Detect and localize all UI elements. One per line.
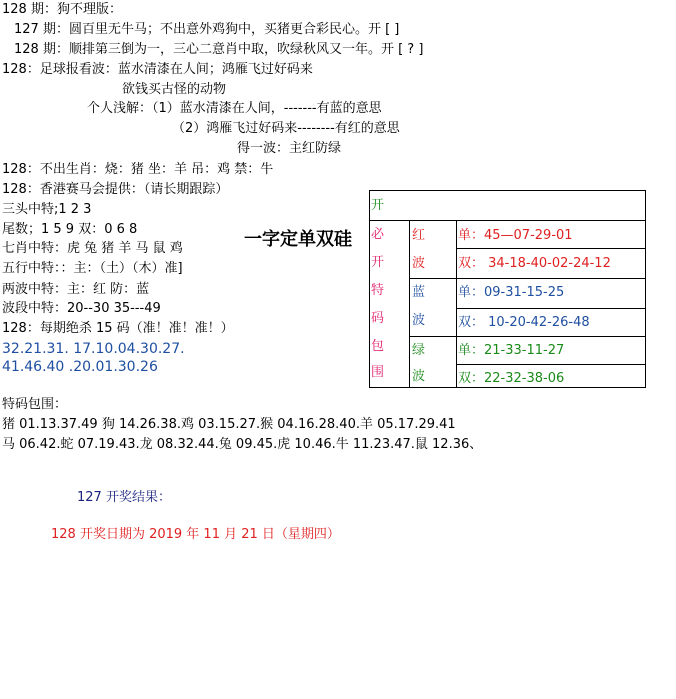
blue-odd-numbers: 单：09-31-15-25: [458, 285, 565, 300]
wave-table: [369, 190, 646, 388]
result-127-label: 127 开奖结果：: [77, 490, 171, 505]
left-col-2: 开: [371, 255, 385, 270]
left-col-3: 特: [371, 283, 385, 298]
special-code-title: 特码包围：: [2, 397, 68, 412]
special-code-row-2: 马 06.42.蛇 07.19.43.龙 08.32.44.兔 09.45.虎 10.46.牛 11.23.47.鼠 12.36、: [2, 437, 483, 452]
animal-hint: 欲钱买古怪的动物: [122, 82, 227, 97]
blue-even-numbers: 双： 10-20-42-26-48: [458, 315, 590, 330]
three-heads: 三头中特;1 2 3: [2, 202, 92, 217]
five-elements: 五行中特：：主：（土）（木）准]: [2, 261, 183, 276]
racecourse-note: 128：香港赛马会提供：（请长期跟踪）: [2, 182, 229, 197]
table-divider: [456, 308, 645, 309]
red-odd-numbers: 单：45—07-29-01: [458, 228, 573, 243]
tail-numbers: 尾数；1 5 9 双：0 6 8: [2, 222, 138, 237]
table-divider: [456, 364, 645, 365]
table-kai: 开: [371, 198, 385, 213]
left-col-1: 必: [371, 227, 385, 242]
green-wave-label-2: 波: [412, 369, 426, 384]
red-even-numbers: 双： 34-18-40-02-24-12: [458, 256, 611, 271]
issue-title: 128 期：狗不理版：: [2, 2, 122, 17]
red-wave-label-1: 红: [412, 228, 426, 243]
red-wave-label-2: 波: [412, 256, 426, 271]
seven-zodiac: 七肖中特：虎 兔 猪 羊 马 鼠 鸡: [2, 241, 183, 256]
big-title: 一字定单双硅: [244, 229, 352, 250]
green-odd-numbers: 单：21-33-11-27: [458, 343, 565, 358]
table-divider: [409, 278, 645, 279]
personal-note-2: （2）鸿雁飞过好码来--------有红的意思: [172, 121, 400, 136]
green-even-numbers: 双：22-32-38-06: [458, 371, 565, 386]
issue-128-riddle: 128 期：顺排第三倒为一，三心二意肖中取，吹绿秋风又一年。开 [ ? ]: [14, 42, 424, 57]
draw-date: 128 开奖日期为 2019 年 11 月 21 日（星期四）: [51, 527, 340, 542]
green-wave-label-1: 绿: [412, 343, 426, 358]
table-divider: [409, 220, 410, 387]
left-col-6: 围: [371, 365, 385, 380]
left-col-5: 包: [371, 339, 385, 354]
table-divider: [370, 220, 645, 221]
personal-note-1: 个人浅解：（1）蓝水清漆在人间，-------有蓝的意思: [87, 101, 382, 116]
wave-segment: 波段中特：20--30 35---49: [2, 301, 161, 316]
two-waves: 两波中特：主：红 防：蓝: [2, 282, 150, 297]
football-hint: 128：足球报看波：蓝水清漆在人间；鸿雁飞过好码来: [2, 62, 313, 77]
issue-127-riddle: 127 期：圆百里无牛马；不出意外鸡狗中，买猪更合彩民心。开 [ ]: [14, 22, 400, 37]
blue-wave-label-1: 蓝: [412, 285, 426, 300]
left-col-4: 码: [371, 311, 385, 326]
kill-numbers-row-2: 41.46.40 .20.01.30.26: [2, 359, 158, 375]
kill-numbers-row-1: 32.21.31. 17.10.04.30.27.: [2, 341, 185, 357]
table-divider: [456, 248, 645, 249]
table-divider: [409, 336, 645, 337]
wave-result: 得一波：主红防绿: [237, 141, 342, 156]
blue-wave-label-2: 波: [412, 313, 426, 328]
kill-numbers-title: 128：每期绝杀 15 码（准！准！准！）: [2, 321, 234, 336]
special-code-row-1: 猪 01.13.37.49 狗 14.26.38.鸡 03.15.27.猴 04.16.28.40.羊 05.17.29.41: [2, 417, 456, 432]
table-divider: [456, 220, 457, 387]
excluded-zodiac: 128：不出生肖：烧：猪 坐：羊 吊：鸡 禁：牛: [2, 162, 274, 177]
